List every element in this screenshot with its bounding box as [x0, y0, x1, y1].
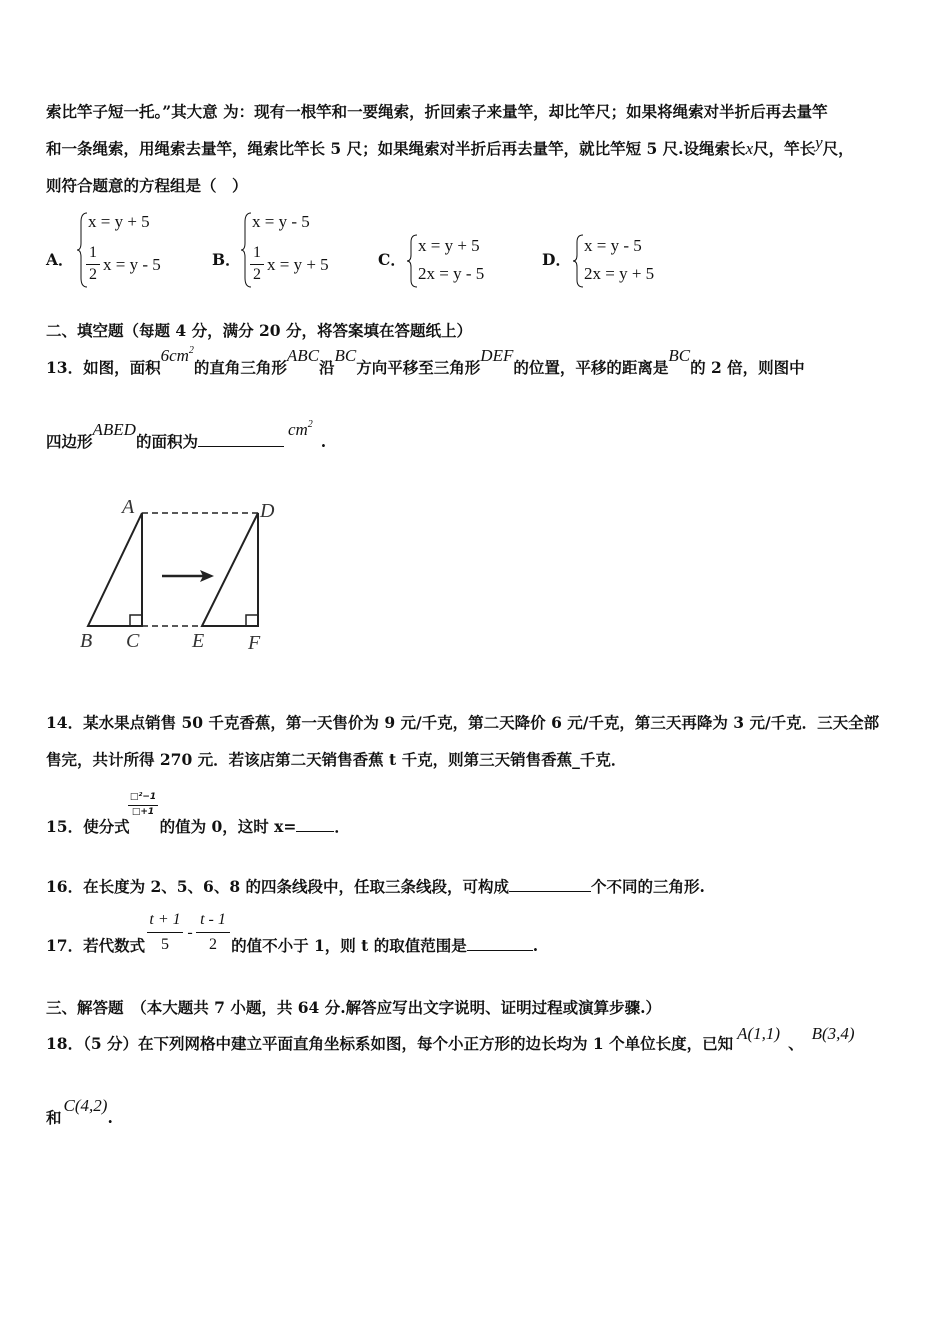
q13-line2 [46, 419, 327, 455]
label-b: B [80, 630, 93, 652]
q13-p1: 13．如图，面积 [46, 358, 161, 377]
q17-bar2 [196, 932, 230, 933]
triangle-abc [88, 513, 142, 626]
label-e: E [192, 630, 205, 652]
q17-bar1 [147, 932, 183, 933]
option-d-system [572, 232, 692, 290]
q15-p2: 的值为 0，这时 x= [159, 817, 297, 836]
q12-line2-c: 尺， [822, 139, 854, 158]
triangle-def [202, 513, 258, 626]
q18-p3: . [107, 1108, 113, 1127]
q16-line [46, 877, 705, 897]
option-a-label[interactable]: A． [46, 250, 74, 269]
tri-abc: ABC [286, 346, 320, 365]
q18-p1: 18．（5 分）在下列网格中建立平面直角坐标系如图，每个小正方形的边长均为 1 个单位长度，已知 [46, 1034, 734, 1053]
q13-p8: 的面积为 [135, 432, 198, 451]
option-c-system [406, 232, 526, 290]
q15-answer-blank[interactable] [296, 817, 334, 832]
q17-den2: 2 [209, 936, 217, 953]
label-c: C [126, 630, 140, 652]
option-a-eq2: x = y - 5 [103, 255, 161, 274]
right-angle-f [246, 615, 258, 626]
q13-p6: 的 2 倍，则图中 [690, 358, 805, 377]
option-b-label[interactable]: B． [212, 250, 241, 269]
q17-answer-blank[interactable] [467, 936, 533, 951]
section3-heading: 三、解答题 （本大题共 7 小题，共 64 分.解答应写出文字说明、证明过程或演算步骤.） [46, 998, 661, 1017]
q18-p2: 和 [46, 1108, 62, 1127]
translation-figure [70, 495, 290, 660]
var-y: y [815, 133, 823, 152]
q17-minus: - [187, 924, 193, 941]
q17-num1-text: t + 1 [149, 911, 181, 928]
q13-answer-blank[interactable] [198, 432, 284, 447]
right-angle-c [130, 615, 142, 626]
q15-frac-den: □+1 [131, 807, 155, 817]
point-c [64, 1096, 108, 1116]
option-d-label[interactable]: D． [542, 250, 571, 269]
area-unit: cm [169, 346, 189, 365]
q16-p2: 个不同的三角形. [591, 877, 705, 896]
option-b-eq2: x = y + 5 [267, 255, 329, 274]
q15-line [46, 817, 350, 837]
q18-line1 [46, 1024, 855, 1054]
q13-line1 [46, 345, 805, 381]
q17-line [46, 936, 538, 956]
unit-expr [288, 420, 313, 443]
option-c-eq1: x = y + 5 [418, 236, 480, 255]
option-c-eq2: 2x = y - 5 [418, 264, 485, 283]
arrow-icon [162, 570, 214, 582]
label-f: F [248, 632, 261, 654]
q17-p1: 17．若代数式 [46, 936, 146, 955]
q16-answer-blank[interactable] [509, 877, 591, 892]
q14-line1: 14．某水果点销售 50 千克香蕉，第一天售价为 9 元/千克，第二天降价 6 元/千克，第三天再降为 3 元/千克．三天全部 [46, 713, 880, 732]
q15-p1: 15．使分式 [46, 817, 130, 836]
option-b-frac-bar [250, 264, 264, 265]
q14-line2: 售完，共计所得 270 元．若该店第二天销售香蕉 t 千克，则第三天销售香蕉_千克． [46, 750, 627, 769]
label-d: D [260, 500, 275, 522]
option-a-frac-num: 1 [89, 244, 97, 261]
unit-cm: cm [287, 420, 308, 439]
q16-p1: 16．在长度为 2、5、6、8 的四条线段中，任取三条线段，可构成 [46, 877, 510, 896]
option-a-frac-bar [86, 264, 100, 265]
q17-num1 [147, 911, 183, 929]
option-b-frac-den: 2 [253, 266, 261, 283]
option-d-eq2: 2x = y + 5 [584, 264, 655, 283]
point-c-text: C(4,2) [63, 1096, 108, 1115]
point-a-text: A(1,1) [737, 1024, 781, 1043]
q13-p9: . [320, 432, 327, 451]
section2-heading: 二、填空题（每题 4 分，满分 20 分，将答案填在答题纸上） [46, 321, 472, 340]
option-b-eq1: x = y - 5 [252, 212, 310, 231]
label-a: A [122, 496, 135, 518]
q17-p2: 的值不小于 1，则 t 的取值范围是 [231, 936, 467, 955]
q17-den1: 5 [161, 936, 169, 953]
seg-bc-2: BC [668, 346, 691, 365]
q12-line2-b: 尺，竿长 [753, 139, 816, 158]
quad-abed: ABED [92, 420, 136, 439]
q17-num2 [196, 911, 230, 929]
q18-line2 [46, 1096, 113, 1128]
q17-num2-text: t - 1 [200, 911, 226, 928]
point-a [737, 1024, 780, 1044]
q13-p2: 的直角三角形 [193, 358, 287, 377]
q15-frac-bar [128, 805, 158, 806]
q13-p7: 四边形 [46, 432, 93, 451]
tri-def: DEF [480, 346, 514, 365]
seg-bc: BC [334, 346, 357, 365]
point-b [812, 1024, 855, 1044]
option-a-system [76, 210, 196, 290]
q13-p4: 方向平移至三角形 [356, 358, 481, 377]
q17-p3: . [532, 936, 539, 955]
q13-p5: 的位置，平移的距离是 [513, 358, 669, 377]
area-expr [161, 346, 194, 369]
option-a-frac-den: 2 [89, 266, 97, 283]
area-num: 6 [160, 346, 170, 365]
q12-line2-a: 和一条绳索，用绳索去量竿，绳索比竿长 5 尺；如果绳索对半折后再去量竿，就比竿短 5 尺.设绳索长 [46, 139, 746, 158]
q12-line3: 则符合题意的方程组是（ ） [46, 176, 248, 195]
unit-exp: 2 [307, 419, 313, 430]
option-c-label[interactable]: C． [378, 250, 406, 269]
option-b-system [240, 210, 360, 290]
option-d-eq1: x = y - 5 [584, 236, 642, 255]
q13-p3: 沿 [319, 358, 335, 377]
q12-line1: 索比竿子短一托。”其大意 为：现有一根竿和一要绳索，折回索子来量竿，却比竿尺；如果将绳索对半折后再去量竿 [46, 102, 828, 121]
option-b-frac-num: 1 [253, 244, 261, 261]
q12-line2 [46, 133, 854, 159]
point-b-text: B(3,4) [811, 1024, 855, 1043]
q15-p3: ． [334, 817, 350, 836]
option-a-eq1: x = y + 5 [88, 212, 150, 231]
area-exp: 2 [188, 345, 194, 356]
q18-sep: 、 [788, 1034, 804, 1053]
var-x: x [745, 139, 754, 158]
q15-frac-num: □²−1 [129, 792, 157, 802]
